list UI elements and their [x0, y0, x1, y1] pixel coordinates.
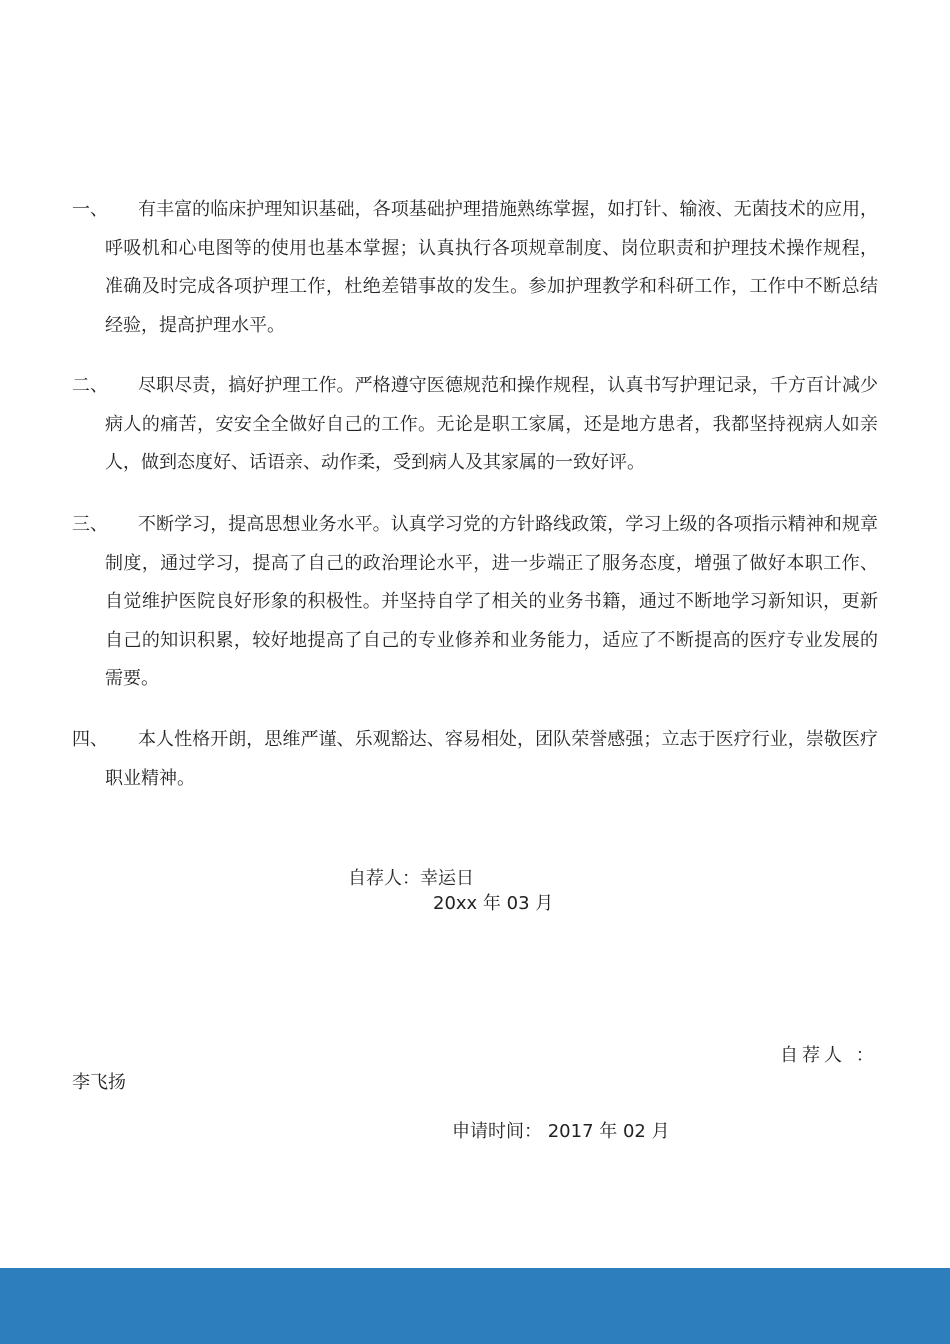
section-3: [72, 506, 878, 699]
applicant-name: 李飞扬: [72, 1072, 126, 1093]
section-number: 一、: [72, 199, 108, 220]
signature-name: 自荐人：幸运日: [348, 868, 474, 889]
application-date: 申请时间： 2017 年 02 月: [452, 1121, 670, 1142]
section-text: 本人性格开朗，思维严谨、乐观豁达、容易相处，团队荣誉感强；立志于医疗行业，崇敬医疗职业精神。: [105, 729, 878, 789]
signature-date: 20xx 年 03 月: [433, 893, 554, 914]
section-number: 二、: [72, 375, 108, 396]
footer-band: [0, 1268, 950, 1344]
applicant-label: 自荐人 ：: [780, 1045, 878, 1066]
section-text: 尽职尽责，搞好护理工作。严格遵守医德规范和操作规程，认真书写护理记录，千方百计减少病人的痛苦，安安全全做好自己的工作。无论是职工家属，还是地方患者，我都坚持视病人如亲人，做到态度好、话语亲、动作柔，受到病人及其家属的一致好评。: [105, 375, 878, 473]
section-number: 四、: [72, 729, 108, 750]
section-text: 有丰富的临床护理知识基础，各项基础护理措施熟练掌握，如打针、输液、无菌技术的应用，呼吸机和心电图等的使用也基本掌握；认真执行各项规章制度、岗位职责和护理技术操作规程，准确及时完成各项护理工作，杜绝差错事故的发生。参加护理教学和科研工作，工作中不断总结经验，提高护理水平。: [105, 199, 878, 336]
section-4: [72, 721, 878, 798]
section-text: 不断学习，提高思想业务水平。认真学习党的方针路线政策，学习上级的各项指示精神和规章制度，通过学习，提高了自己的政治理论水平，进一步端正了服务态度，增强了做好本职工作、自觉维护医院良好形象的积极性。并坚持自学了相关的业务书籍，通过不断地学习新知识，更新自己的知识积累，较好地提高了自己的专业修养和业务能力，适应了不断提高的医疗专业发展的需要。: [105, 514, 878, 689]
section-2: [72, 367, 878, 483]
section-1: [72, 191, 878, 345]
section-number: 三、: [72, 514, 108, 535]
